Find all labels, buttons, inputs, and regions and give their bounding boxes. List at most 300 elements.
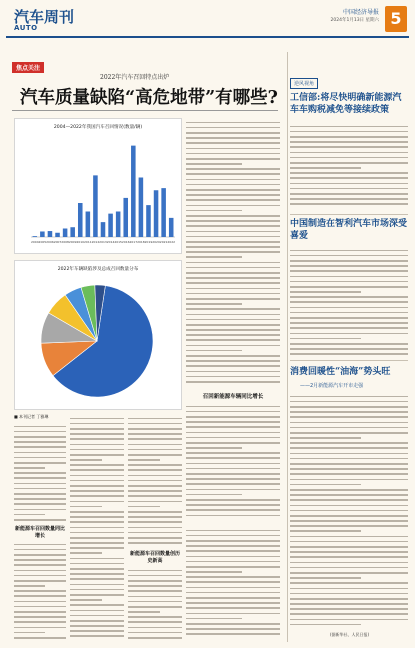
- text-line: [290, 260, 408, 262]
- text-line: [290, 136, 408, 138]
- bar-chart-panel: [14, 118, 182, 254]
- text-line: [290, 572, 408, 574]
- text-line: [290, 608, 408, 610]
- text-line: [290, 131, 408, 133]
- text-line: [14, 462, 66, 464]
- text-line: [290, 141, 408, 143]
- bar-chart: [15, 119, 181, 253]
- text-line: [186, 184, 280, 186]
- text-line: [290, 541, 408, 543]
- text-line: [14, 590, 66, 592]
- text-line: [186, 153, 280, 155]
- text-line: [128, 485, 182, 487]
- text-line: [128, 621, 182, 623]
- text-line: [14, 632, 45, 634]
- text-line: [186, 127, 280, 129]
- text-line: [70, 599, 102, 601]
- text-line: [290, 567, 408, 569]
- text-line: [186, 272, 280, 274]
- text-line: [70, 547, 124, 549]
- x-tick-label: 2015: [114, 240, 122, 244]
- text-line: [70, 610, 124, 612]
- text-line: [14, 503, 66, 505]
- text-line: [186, 194, 280, 196]
- text-line: [70, 516, 124, 518]
- feature-byline: ■ 本刊记者 丁雅琳: [14, 414, 49, 419]
- text-line: [186, 504, 280, 506]
- text-line: [128, 449, 182, 451]
- text-line: [186, 545, 280, 547]
- header-rule: [6, 36, 409, 38]
- text-line: [290, 312, 408, 314]
- column-divider: [287, 52, 288, 642]
- text-line: [186, 489, 280, 491]
- right-headline-1: 工信部:将尽快明确新能源汽车车购税减免等接续政策: [290, 93, 402, 115]
- text-line: [186, 509, 280, 511]
- text-line: [290, 613, 408, 615]
- text-line: [186, 381, 280, 383]
- text-line: [14, 595, 66, 597]
- text-line: [290, 296, 408, 298]
- text-line: [14, 498, 66, 500]
- text-line: [128, 516, 182, 518]
- text-line: [290, 333, 408, 335]
- text-line: [186, 267, 280, 269]
- text-line: [186, 535, 280, 537]
- text-line: [186, 566, 280, 568]
- text-line: [290, 291, 361, 293]
- text-line: [70, 558, 124, 560]
- text-line: [290, 603, 408, 605]
- text-line: [290, 270, 408, 272]
- text-line: [290, 577, 361, 579]
- text-line: [70, 454, 124, 456]
- text-line: [290, 582, 408, 584]
- issue-date: 2024年1月13日 星期六: [330, 18, 379, 23]
- text-line: [186, 371, 280, 373]
- text-line: [290, 432, 408, 434]
- text-line: [128, 575, 182, 577]
- text-line: [186, 303, 242, 305]
- text-line: [290, 406, 408, 408]
- x-tick-label: 2013: [99, 240, 107, 244]
- text-line: [186, 277, 280, 279]
- x-tick-label: 2009: [68, 240, 77, 244]
- text-line: [290, 562, 408, 564]
- text-line: [290, 183, 408, 185]
- text-line: [186, 308, 280, 310]
- text-line: [14, 436, 66, 438]
- article-column-right-of-charts: [186, 118, 280, 388]
- x-tick-label: 2012: [91, 240, 100, 244]
- text-line: [70, 589, 124, 591]
- text-line: [186, 158, 280, 160]
- bar: [48, 231, 53, 237]
- text-line: [290, 546, 408, 548]
- text-line: [14, 570, 66, 572]
- text-line: [14, 580, 66, 582]
- text-line: [128, 590, 182, 592]
- text-line: [70, 635, 124, 637]
- text-line: [290, 489, 408, 491]
- x-tick-label: 2007: [53, 240, 62, 244]
- subhead-3: 新能源车召回数量创历史新高: [129, 551, 180, 564]
- text-line: [14, 426, 66, 428]
- text-line: [290, 126, 408, 128]
- text-line: [70, 552, 102, 554]
- text-line: [186, 241, 280, 243]
- bar: [131, 146, 136, 237]
- text-line: [128, 433, 182, 435]
- pie-chart: [15, 261, 181, 409]
- text-line: [70, 506, 102, 508]
- text-line: [290, 401, 408, 403]
- text-line: [186, 137, 280, 139]
- text-line: [14, 493, 66, 495]
- text-line: [186, 199, 280, 201]
- right-tag: 逆风视角: [290, 78, 318, 89]
- text-line: [186, 173, 280, 175]
- right-subheadline-3: ——2月新能源汽车开市走强: [300, 383, 364, 389]
- text-line: [128, 637, 182, 639]
- text-line: [186, 633, 280, 635]
- text-line: [128, 469, 182, 471]
- text-line: [186, 437, 280, 439]
- text-line: [186, 468, 280, 470]
- text-line: [128, 490, 182, 492]
- right-separator-2: [290, 360, 408, 361]
- text-line: [128, 585, 182, 587]
- text-line: [290, 510, 408, 512]
- bar: [55, 233, 60, 237]
- text-line: [290, 286, 408, 288]
- text-line: [128, 475, 182, 477]
- text-line: [70, 433, 124, 435]
- bar: [33, 236, 38, 237]
- text-line: [186, 231, 280, 233]
- text-line: [290, 463, 408, 465]
- text-line: [290, 322, 408, 324]
- text-line: [128, 418, 182, 420]
- text-line: [14, 601, 66, 603]
- text-line: [70, 475, 124, 477]
- text-line: [14, 519, 66, 521]
- text-line: [290, 317, 408, 319]
- text-line: [186, 581, 280, 583]
- text-line: [290, 198, 408, 200]
- text-line: [70, 578, 124, 580]
- text-line: [70, 620, 124, 622]
- bar: [169, 218, 174, 237]
- right-article-2: [290, 246, 408, 356]
- text-line: [128, 501, 182, 503]
- text-line: [14, 483, 66, 485]
- text-line: [290, 193, 408, 195]
- text-line: [186, 282, 280, 284]
- headline-rule: [12, 110, 278, 111]
- text-line: [186, 220, 280, 222]
- text-line: [290, 250, 408, 252]
- text-line: [290, 551, 408, 553]
- text-line: [290, 520, 408, 522]
- text-line: [186, 148, 280, 150]
- text-line: [70, 444, 124, 446]
- text-line: [70, 490, 124, 492]
- text-line: [186, 251, 280, 253]
- text-line: [186, 262, 280, 264]
- text-line: [186, 210, 242, 212]
- bar: [146, 205, 151, 237]
- text-line: [186, 550, 280, 552]
- right-headline-2: 中国制造在智利汽车市场深受喜爱: [290, 219, 408, 241]
- subhead-1: 召回新能源车辆同比增长: [202, 394, 264, 400]
- text-line: [14, 585, 45, 587]
- text-line: [186, 334, 280, 336]
- text-line: [14, 575, 66, 577]
- text-line: [186, 613, 280, 615]
- pie-chart-title: 2022年车辆缺陷涉及总成召回数量分布: [57, 267, 139, 272]
- text-line: [70, 537, 124, 539]
- text-line: [128, 532, 182, 534]
- text-line: [14, 564, 66, 566]
- text-line: [186, 478, 280, 480]
- text-line: [14, 621, 66, 623]
- x-tick-label: 2021: [159, 240, 168, 244]
- bar: [93, 175, 98, 237]
- text-line: [14, 611, 66, 613]
- text-line: [186, 607, 280, 609]
- text-line: [186, 463, 280, 465]
- text-line: [290, 343, 408, 345]
- text-line: [290, 152, 408, 154]
- text-line: [70, 604, 124, 606]
- x-tick-label: 2005: [38, 240, 47, 244]
- article-column-3-lower: [128, 566, 182, 640]
- text-line: [290, 437, 361, 439]
- text-line: [14, 637, 66, 639]
- text-line: [290, 453, 408, 455]
- text-line: [290, 536, 408, 538]
- text-line: [186, 329, 280, 331]
- bar: [139, 178, 144, 238]
- text-line: [186, 215, 280, 217]
- bar: [101, 222, 106, 237]
- text-line: [186, 561, 280, 563]
- text-line: [186, 540, 280, 542]
- text-line: [14, 457, 66, 459]
- text-line: [128, 438, 182, 440]
- x-tick-label: 2008: [61, 240, 69, 244]
- text-line: [186, 288, 280, 290]
- x-tick-label: 2006: [46, 240, 54, 244]
- text-line: [186, 324, 280, 326]
- text-line: [186, 571, 242, 573]
- x-tick-label: 2011: [84, 240, 92, 244]
- text-line: [290, 619, 408, 621]
- text-line: [186, 421, 280, 423]
- text-line: [70, 418, 124, 420]
- right-separator-1: [290, 214, 408, 215]
- text-line: [14, 554, 66, 556]
- text-line: [70, 464, 124, 466]
- bar: [63, 229, 68, 238]
- text-line: [128, 601, 182, 603]
- text-line: [186, 350, 242, 352]
- text-line: [128, 611, 160, 613]
- text-line: [128, 495, 182, 497]
- text-line: [290, 188, 408, 190]
- text-line: [70, 511, 124, 513]
- section-subtitle: AUTO: [14, 24, 38, 32]
- text-line: [290, 157, 408, 159]
- text-line: [128, 616, 182, 618]
- text-line: [290, 598, 408, 600]
- text-line: [186, 432, 280, 434]
- text-line: [290, 422, 408, 424]
- text-line: [14, 446, 66, 448]
- bar: [70, 227, 75, 237]
- text-line: [290, 146, 408, 148]
- text-line: [290, 442, 408, 444]
- text-line: [290, 265, 408, 267]
- text-line: [186, 602, 280, 604]
- text-line: [186, 416, 280, 418]
- text-line: [186, 457, 280, 459]
- right-headline-3: 消费回暖性“油海”势头旺: [290, 367, 391, 377]
- page-header: [6, 4, 409, 38]
- text-line: [186, 473, 280, 475]
- text-line: [290, 593, 408, 595]
- text-line: [186, 452, 280, 454]
- text-line: [14, 549, 66, 551]
- newspaper-name: 中国经济导报: [342, 9, 379, 16]
- article-column-2: [70, 414, 124, 640]
- text-line: [128, 423, 182, 425]
- text-line: [70, 615, 124, 617]
- text-line: [186, 576, 280, 578]
- text-line: [70, 459, 102, 461]
- text-line: [290, 458, 408, 460]
- text-line: [70, 438, 124, 440]
- right-footer: (据新华社、人民日报): [330, 632, 370, 637]
- text-line: [186, 623, 280, 625]
- text-line: [186, 225, 280, 227]
- text-line: [186, 256, 242, 258]
- text-line: [70, 449, 124, 451]
- text-line: [186, 442, 280, 444]
- text-line: [70, 563, 124, 565]
- text-line: [128, 596, 182, 598]
- text-line: [128, 506, 160, 508]
- text-line: [70, 542, 124, 544]
- x-tick-label: 2018: [137, 240, 145, 244]
- text-line: [70, 469, 124, 471]
- text-line: [14, 616, 66, 618]
- pie-chart-panel: [14, 260, 182, 410]
- text-line: [186, 530, 280, 532]
- text-line: [186, 345, 280, 347]
- x-tick-label: 2004: [30, 240, 39, 244]
- text-line: [70, 584, 124, 586]
- text-line: [290, 411, 408, 413]
- text-line: [14, 544, 66, 546]
- article-column-1: [14, 422, 66, 522]
- text-line: [14, 472, 66, 474]
- text-line: [290, 281, 408, 283]
- feature-headline: 汽车质量缺陷“高危地带”有哪些?: [20, 88, 278, 108]
- bar: [161, 188, 166, 237]
- text-line: [186, 587, 280, 589]
- text-line: [70, 594, 124, 596]
- right-article-3: [290, 392, 408, 628]
- text-line: [290, 396, 408, 398]
- bar: [108, 214, 113, 237]
- text-line: [128, 542, 182, 544]
- text-line: [14, 509, 66, 511]
- text-line: [186, 314, 280, 316]
- text-line: [290, 556, 408, 558]
- text-line: [186, 411, 280, 413]
- text-line: [290, 494, 408, 496]
- text-line: [70, 521, 124, 523]
- x-tick-label: 2014: [106, 240, 115, 244]
- right-article-1: [290, 122, 408, 210]
- text-line: [290, 484, 361, 486]
- text-line: [70, 495, 124, 497]
- text-line: [290, 624, 361, 626]
- text-line: [186, 556, 280, 558]
- text-line: [290, 447, 408, 449]
- text-line: [290, 515, 408, 517]
- text-line: [14, 431, 66, 433]
- text-line: [70, 428, 124, 430]
- text-line: [14, 606, 66, 608]
- text-line: [186, 426, 280, 428]
- text-line: [186, 339, 280, 341]
- text-line: [70, 532, 124, 534]
- text-line: [186, 246, 280, 248]
- text-line: [128, 459, 160, 461]
- text-line: [70, 423, 124, 425]
- feature-kicker: 2022年汽车召回特点出炉: [100, 74, 170, 81]
- text-line: [290, 473, 408, 475]
- text-line: [128, 570, 182, 572]
- text-line: [186, 132, 280, 134]
- text-line: [186, 355, 280, 357]
- text-line: [290, 255, 408, 257]
- article-column-3: [128, 414, 182, 546]
- text-line: [70, 568, 124, 570]
- text-line: [290, 588, 408, 590]
- text-line: [290, 307, 408, 309]
- bar: [86, 212, 91, 238]
- text-line: [186, 163, 242, 165]
- text-line: [186, 319, 280, 321]
- text-line: [14, 488, 66, 490]
- text-line: [186, 597, 280, 599]
- feature-tag: 焦点关注: [12, 62, 44, 73]
- page-number-badge: 5: [385, 6, 407, 32]
- x-tick-label: 2022: [167, 240, 176, 244]
- text-line: [70, 485, 124, 487]
- text-line: [290, 162, 408, 164]
- text-line: [128, 521, 182, 523]
- text-line: [290, 276, 408, 278]
- bar-chart-title: 2004—2022年我国汽车召回情况(数量/辆): [53, 125, 143, 130]
- text-line: [290, 416, 408, 418]
- text-line: [186, 189, 280, 191]
- text-line: [186, 618, 242, 620]
